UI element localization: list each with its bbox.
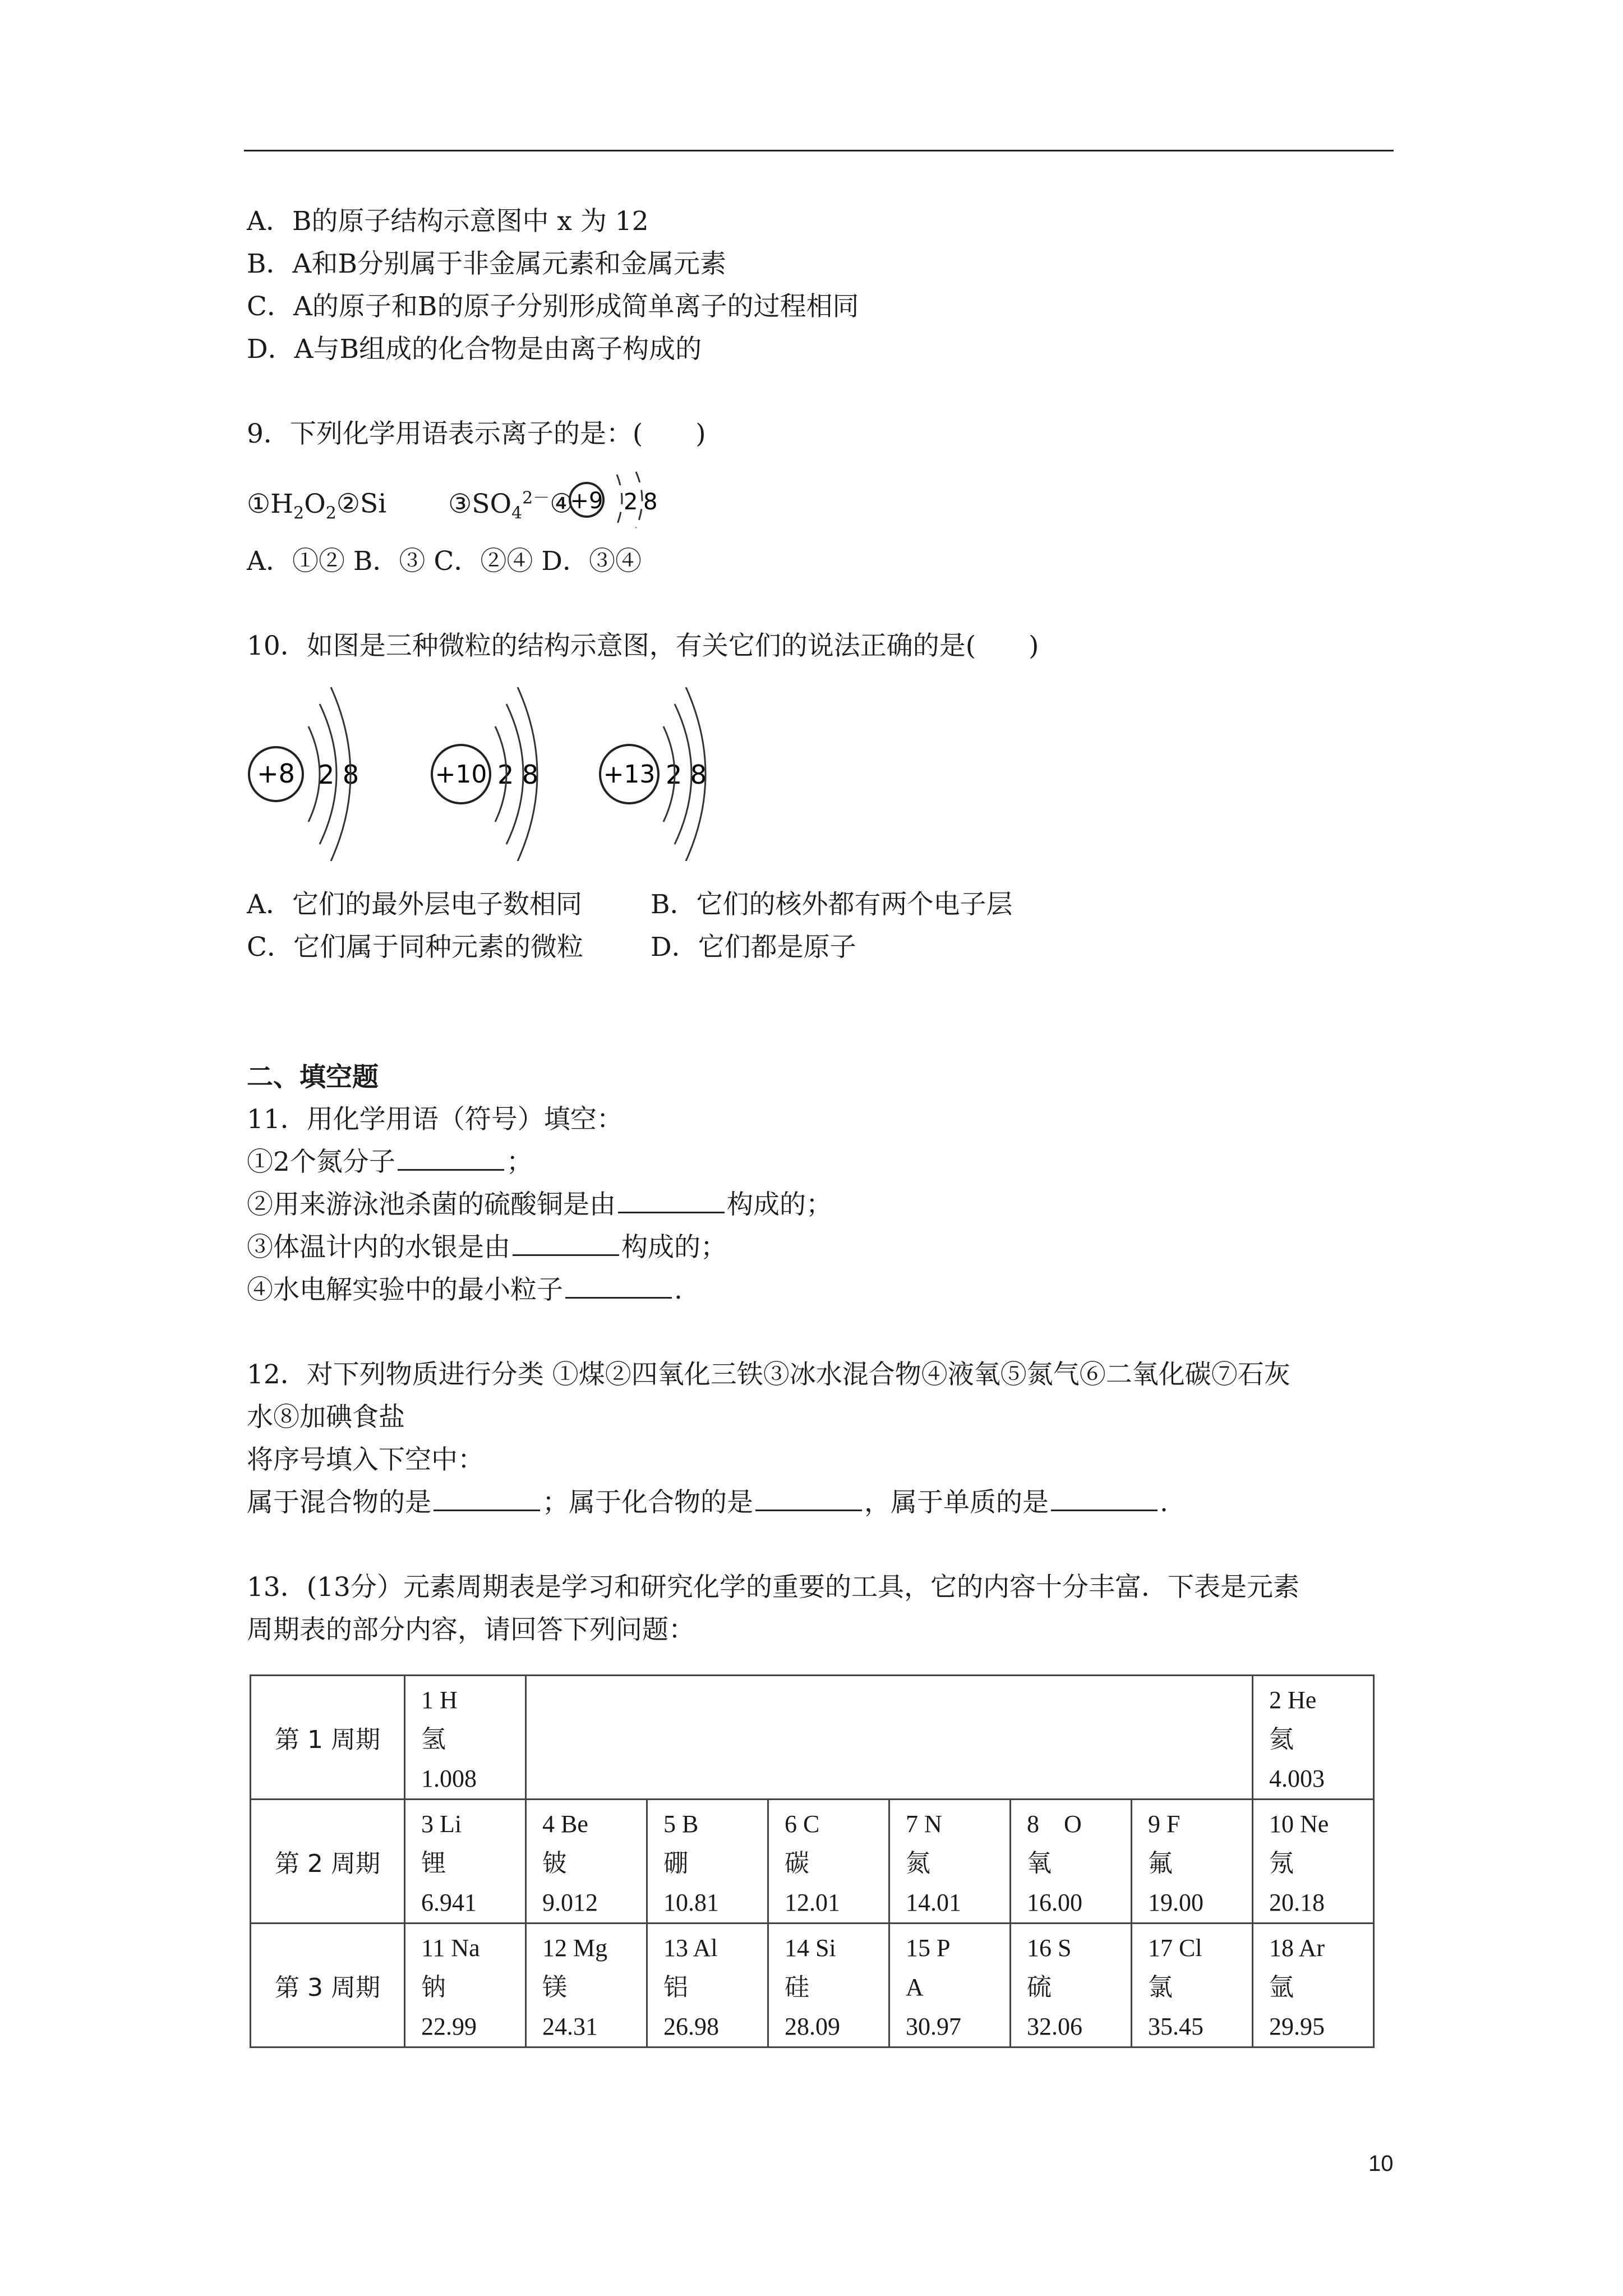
element-symbol: 14 Si (785, 1934, 836, 1962)
element-symbol: 2 He (1269, 1686, 1317, 1714)
atom3-shells: 2 8 (666, 760, 707, 790)
element-name: 氢 (421, 1726, 446, 1753)
q11-blank-4[interactable] (565, 1274, 672, 1299)
q12-line4: 属于混合物的是 ；属于化合物的是 ，属于单质的是 . (247, 1487, 1168, 1518)
period-label-2: 第 2 周期 (251, 1800, 405, 1924)
element-mass: 22.99 (421, 2013, 477, 2040)
period-label-1: 第 1 周期 (251, 1676, 405, 1800)
q9-options: A．①② B．③ C．②④ D．③④ (247, 546, 642, 577)
element-name: 氯 (1148, 1973, 1173, 2001)
q11-blank-3[interactable] (513, 1232, 619, 1256)
element-name: 氦 (1269, 1726, 1294, 1753)
element-mass: 19.00 (1148, 1889, 1204, 1916)
q9-item4: ④ (550, 488, 574, 519)
element-name: 氖 (1269, 1849, 1294, 1877)
element-cell-S (1011, 1924, 1132, 2047)
element-symbol: 8 O (1027, 1810, 1082, 1838)
element-mass: 26.98 (663, 2013, 719, 2040)
element-mass: 30.97 (906, 2013, 961, 2040)
element-mass: 32.06 (1027, 2013, 1082, 2040)
element-name: 铍 (542, 1849, 567, 1877)
element-name: 氮 (906, 1849, 930, 1877)
q11-blank-2[interactable] (618, 1189, 725, 1213)
element-symbol: 17 Cl (1148, 1934, 1202, 1962)
element-mass: 10.81 (663, 1889, 719, 1916)
element-cell-B (647, 1800, 768, 1924)
element-symbol: 18 Ar (1269, 1934, 1325, 1962)
element-mass: 9.012 (542, 1889, 598, 1916)
q9-item3: $③SO_4^{2-}$ (448, 488, 550, 523)
q10-atom-2 (429, 687, 558, 861)
element-name: 镁 (542, 1973, 567, 2001)
element-symbol: 5 B (663, 1810, 699, 1838)
q10-option-d: D．它们都是原子 (651, 932, 856, 963)
element-symbol: 15 P (906, 1934, 951, 1962)
q12-blank-compound[interactable] (755, 1487, 862, 1511)
atom1-nucleus-charge: +8 (257, 758, 295, 789)
q8-option-a: A．B的原子结构示意图中 x 为 12 (247, 206, 649, 237)
q13-line2: 周期表的部分内容，请回答下列问题： (247, 1614, 695, 1645)
element-symbol: 6 C (785, 1810, 820, 1838)
element-name: 铝 (663, 1973, 688, 2001)
element-name: 硼 (663, 1849, 688, 1877)
element-name: A (906, 1973, 924, 2001)
q10-option-a: A．它们的最外层电子数相同 (247, 889, 582, 920)
q10-atom-1 (247, 687, 370, 861)
q10-atom-3 (597, 687, 732, 861)
element-mass: 14.01 (906, 1889, 961, 1916)
element-symbol: 3 Li (421, 1810, 462, 1838)
element-cell-He (1253, 1676, 1374, 1800)
q9-item2: ②Si (336, 488, 387, 519)
period-row-2 (251, 1800, 1374, 1924)
element-name: 碳 (785, 1849, 809, 1877)
q9-atom-diagram (561, 469, 667, 531)
q9-shell-arc-1 (617, 475, 622, 525)
element-mass: 4.003 (1269, 1765, 1325, 1792)
element-mass: 35.45 (1148, 2013, 1204, 2040)
element-symbol: 11 Na (421, 1934, 480, 1962)
atom3-nucleus-charge: +13 (603, 760, 656, 789)
q9-nucleus-charge: +9 (570, 488, 603, 514)
element-cell-N (889, 1800, 1011, 1924)
q12-line2: 水⑧加碘食盐 (247, 1402, 405, 1433)
q11-line1: ①2个氮分子 ； (247, 1147, 533, 1177)
element-cell-O (1011, 1800, 1132, 1924)
element-mass: 1.008 (421, 1765, 477, 1792)
q13-line1: 13．(13分）元素周期表是学习和研究化学的重要的工具，它的内容十分丰富．下表是元素 (247, 1572, 1299, 1603)
element-name: 硫 (1027, 1973, 1052, 2001)
q12-line3: 将序号填入下空中： (247, 1444, 484, 1475)
element-name: 硅 (785, 1973, 809, 2001)
q10-option-b: B．它们的核外都有两个电子层 (651, 889, 1013, 920)
element-mass: 28.09 (785, 2013, 840, 2040)
q12-blank-element[interactable] (1051, 1487, 1158, 1511)
atom2-nucleus-charge: +10 (435, 760, 487, 789)
period1-empty-span (526, 1676, 1253, 1800)
element-symbol: 12 Mg (542, 1934, 608, 1962)
atom2-shells: 2 8 (497, 760, 539, 790)
q11-line4: ④水电解实验中的最小粒子 . (247, 1274, 683, 1305)
q9-shell-1: 2 (624, 489, 638, 515)
q11-blank-1[interactable] (398, 1147, 504, 1171)
q9-shell-2: 8 (643, 489, 658, 515)
element-cell-Be (526, 1800, 647, 1924)
element-symbol: 7 N (906, 1810, 942, 1838)
element-cell-Mg (526, 1924, 647, 2047)
element-cell-Ne (1253, 1800, 1374, 1924)
period-row-1 (251, 1676, 1374, 1800)
element-cell-P (889, 1924, 1011, 2047)
q9-stem: 9．下列化学用语表示离子的是：( ) (247, 418, 706, 449)
q11-line2: ②用来游泳池杀菌的硫酸铜是由 构成的； (247, 1189, 832, 1220)
q10-stem: 10．如图是三种微粒的结构示意图，有关它们的说法正确的是( ) (247, 631, 1039, 661)
element-cell-F (1132, 1800, 1253, 1924)
q8-option-c: C．A的原子和B的原子分别形成简单离子的过程相同 (247, 291, 859, 322)
element-mass: 29.95 (1269, 2013, 1325, 2040)
element-cell-Li (405, 1800, 526, 1924)
q11-stem: 11．用化学用语（符号）填空： (247, 1104, 623, 1135)
period-row-3 (251, 1924, 1374, 2047)
element-name: 氩 (1269, 1973, 1294, 2001)
element-cell-H (405, 1676, 526, 1800)
q9-item1: $①H_2O_2$ (247, 488, 336, 523)
element-symbol: 16 S (1027, 1934, 1072, 1962)
atom1-shells: 2 8 (318, 760, 359, 790)
q11-line3: ③体温计内的水银是由 构成的； (247, 1232, 727, 1263)
q8-option-d: D．A与B组成的化合物是由离子构成的 (247, 334, 702, 365)
section-heading: 二、填空题 (247, 1062, 379, 1093)
q8-option-b: B．A和B分别属于非金属元素和金属元素 (247, 249, 727, 279)
element-symbol: 1 H (421, 1686, 458, 1714)
element-cell-C (768, 1800, 889, 1924)
element-mass: 20.18 (1269, 1889, 1325, 1916)
element-symbol: 9 F (1148, 1810, 1181, 1838)
element-mass: 12.01 (785, 1889, 840, 1916)
element-name: 锂 (421, 1849, 446, 1877)
element-symbol: 13 Al (663, 1934, 718, 1962)
element-mass: 16.00 (1027, 1889, 1082, 1916)
q10-option-c: C．它们属于同种元素的微粒 (247, 932, 583, 963)
header-rule (244, 150, 1394, 151)
element-cell-Si (768, 1924, 889, 2047)
element-cell-Cl (1132, 1924, 1253, 2047)
element-cell-Na (405, 1924, 526, 2047)
period-label-3: 第 3 周期 (251, 1924, 405, 2047)
element-name: 氟 (1148, 1849, 1173, 1877)
element-name: 钠 (421, 1973, 446, 2001)
element-cell-Al (647, 1924, 768, 2047)
periodic-table (250, 1674, 1375, 2048)
q9-items (247, 482, 573, 529)
element-mass: 6.941 (421, 1889, 477, 1916)
element-name: 氧 (1027, 1849, 1052, 1877)
q12-blank-mixture[interactable] (434, 1487, 540, 1511)
page-number: 10 (1368, 2151, 1394, 2176)
element-symbol: 4 Be (542, 1810, 588, 1838)
element-cell-Ar (1253, 1924, 1374, 2047)
q12-line1: 12．对下列物质进行分类 ①煤②四氧化三铁③冰水混合物④液氧⑤氮气⑥二氧化碳⑦石灰 (247, 1359, 1290, 1390)
element-mass: 24.31 (542, 2013, 598, 2040)
element-symbol: 10 Ne (1269, 1810, 1329, 1838)
